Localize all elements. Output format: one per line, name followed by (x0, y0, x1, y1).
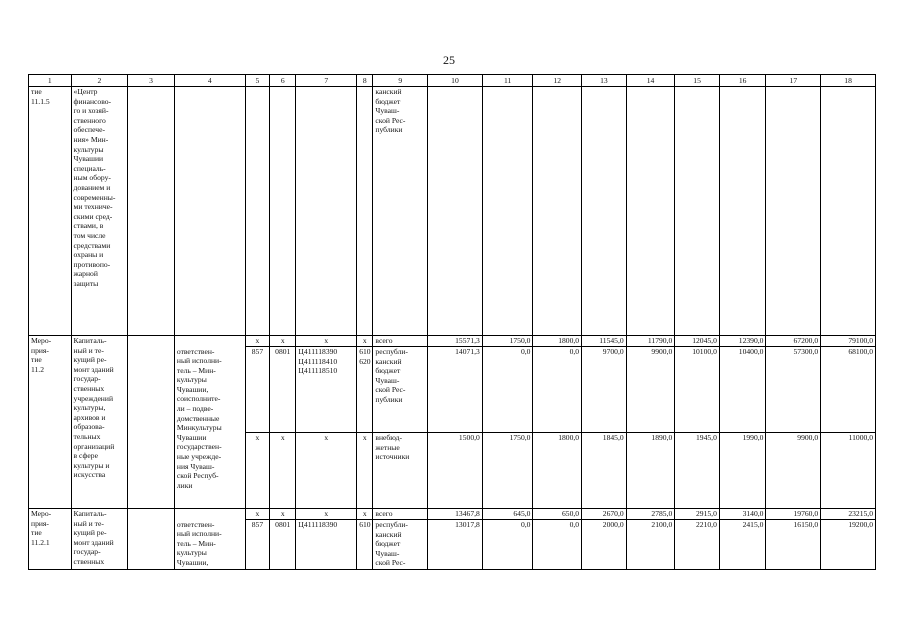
value-cell: 57300,0 (766, 347, 821, 433)
target-article: х (296, 433, 357, 509)
value-cell: 11545,0 (582, 336, 627, 347)
empty-cell (128, 509, 175, 570)
ministry-code: 857 (245, 347, 269, 433)
empty-cell (128, 336, 175, 509)
value-cell: 0,0 (482, 347, 533, 433)
empty-cell (174, 509, 245, 520)
value-cell: 15571,3 (428, 336, 483, 347)
empty-cell (174, 87, 245, 336)
empty-cell (626, 87, 675, 336)
activity-code: Меро- прия- тие 11.2 (29, 336, 72, 509)
column-number: 17 (766, 75, 821, 87)
empty-cell (821, 87, 876, 336)
activity-name: Капиталь- ный и те- кущий ре- монт зданий государ- ственных учреждений культуры, архивов и образова- тельных организаций в сфере культуры и искусства (71, 336, 128, 509)
value-cell: 1500,0 (428, 433, 483, 509)
value-cell: 11790,0 (626, 336, 675, 347)
column-number: 13 (582, 75, 627, 87)
value-cell: 13017,8 (428, 520, 483, 570)
column-number: 15 (675, 75, 720, 87)
empty-cell (245, 87, 269, 336)
activity-name: «Центр финансово- го и хозяй- ственного обеспече- ния» Мин- культуры Чувашии специаль- ным обору- дованием и современны- ми техниче- скими сред- ствами, в том числе средствами охраны и противопо- жарной защиты (71, 87, 128, 336)
column-number: 2 (71, 75, 128, 87)
column-number: 4 (174, 75, 245, 87)
table-row (29, 336, 876, 347)
funding-source: всего (373, 336, 428, 347)
column-number: 12 (533, 75, 582, 87)
section-code: х (270, 433, 296, 509)
responsible-executor: ответствен- ный исполни- тель – Мин- культуры Чувашии, соисполните- ли – подве- домственные Минкультуры Чувашии государствен- ные учрежде- ния Чуваш- ской Респуб- лики (174, 347, 245, 509)
empty-cell (270, 87, 296, 336)
funding-source: всего (373, 509, 428, 520)
expense-type: х (357, 336, 373, 347)
ministry-code: 857 (245, 520, 269, 570)
value-cell: 9900,0 (766, 433, 821, 509)
expense-type: х (357, 433, 373, 509)
empty-cell (428, 87, 483, 336)
value-cell: 23215,0 (821, 509, 876, 520)
value-cell: 0,0 (533, 347, 582, 433)
column-number: 9 (373, 75, 428, 87)
value-cell: 10400,0 (719, 347, 766, 433)
value-cell: 79100,0 (821, 336, 876, 347)
empty-cell (128, 87, 175, 336)
value-cell: 2915,0 (675, 509, 720, 520)
value-cell: 10100,0 (675, 347, 720, 433)
column-number: 5 (245, 75, 269, 87)
column-number: 7 (296, 75, 357, 87)
value-cell: 9700,0 (582, 347, 627, 433)
value-cell: 1945,0 (675, 433, 720, 509)
value-cell: 19200,0 (821, 520, 876, 570)
value-cell: 3140,0 (719, 509, 766, 520)
expense-type: 610 (357, 520, 373, 570)
column-number-row (29, 75, 876, 87)
activity-name: Капиталь- ный и те- кущий ре- монт зданий государ- ственных (71, 509, 128, 570)
column-number: 10 (428, 75, 483, 87)
ministry-code: х (245, 509, 269, 520)
empty-cell (533, 87, 582, 336)
value-cell: 19760,0 (766, 509, 821, 520)
funding-source: республи- канский бюджет Чуваш- ской Рес- публики (373, 347, 428, 433)
value-cell: 12045,0 (675, 336, 720, 347)
empty-cell (582, 87, 627, 336)
budget-table (28, 74, 876, 570)
value-cell: 2785,0 (626, 509, 675, 520)
column-number: 16 (719, 75, 766, 87)
target-article: х (296, 336, 357, 347)
value-cell: 1845,0 (582, 433, 627, 509)
empty-cell (357, 87, 373, 336)
value-cell: 0,0 (482, 520, 533, 570)
value-cell: 2210,0 (675, 520, 720, 570)
activity-code: тие 11.1.5 (29, 87, 72, 336)
value-cell: 12390,0 (719, 336, 766, 347)
value-cell: 67200,0 (766, 336, 821, 347)
section-code: х (270, 336, 296, 347)
activity-code: Меро- прия- тие 11.2.1 (29, 509, 72, 570)
expense-type: 610 620 (357, 347, 373, 433)
value-cell: 645,0 (482, 509, 533, 520)
page-number: 25 (443, 53, 455, 67)
empty-cell (766, 87, 821, 336)
value-cell: 1750,0 (482, 336, 533, 347)
value-cell: 1990,0 (719, 433, 766, 509)
value-cell: 1750,0 (482, 433, 533, 509)
column-number: 8 (357, 75, 373, 87)
empty-cell (296, 87, 357, 336)
ministry-code: х (245, 336, 269, 347)
value-cell: 68100,0 (821, 347, 876, 433)
section-code: 0801 (270, 347, 296, 433)
column-number: 3 (128, 75, 175, 87)
target-article: Ц411118390 (296, 520, 357, 570)
ministry-code: х (245, 433, 269, 509)
value-cell: 16150,0 (766, 520, 821, 570)
target-article: х (296, 509, 357, 520)
responsible-executor: ответствен- ный исполни- тель – Мин- культуры Чувашии, (174, 520, 245, 570)
expense-type: х (357, 509, 373, 520)
table-row (29, 87, 876, 336)
value-cell: 1800,0 (533, 433, 582, 509)
value-cell: 650,0 (533, 509, 582, 520)
value-cell: 2000,0 (582, 520, 627, 570)
value-cell: 9900,0 (626, 347, 675, 433)
empty-cell (719, 87, 766, 336)
section-code: 0801 (270, 520, 296, 570)
value-cell: 1890,0 (626, 433, 675, 509)
table-row (29, 509, 876, 520)
value-cell: 2100,0 (626, 520, 675, 570)
column-number: 11 (482, 75, 533, 87)
empty-cell (482, 87, 533, 336)
value-cell: 0,0 (533, 520, 582, 570)
empty-cell (174, 336, 245, 347)
funding-source: внебюд- жетные источники (373, 433, 428, 509)
value-cell: 13467,8 (428, 509, 483, 520)
column-number: 6 (270, 75, 296, 87)
value-cell: 2415,0 (719, 520, 766, 570)
section-code: х (270, 509, 296, 520)
value-cell: 2670,0 (582, 509, 627, 520)
column-number: 14 (626, 75, 675, 87)
column-number: 18 (821, 75, 876, 87)
funding-source: канский бюджет Чуваш- ской Рес- публики (373, 87, 428, 336)
empty-cell (675, 87, 720, 336)
funding-source: республи- канский бюджет Чуваш- ской Рес- (373, 520, 428, 570)
target-article: Ц411118390 Ц411118410 Ц411118510 (296, 347, 357, 433)
value-cell: 11000,0 (821, 433, 876, 509)
value-cell: 1800,0 (533, 336, 582, 347)
column-number: 1 (29, 75, 72, 87)
value-cell: 14071,3 (428, 347, 483, 433)
